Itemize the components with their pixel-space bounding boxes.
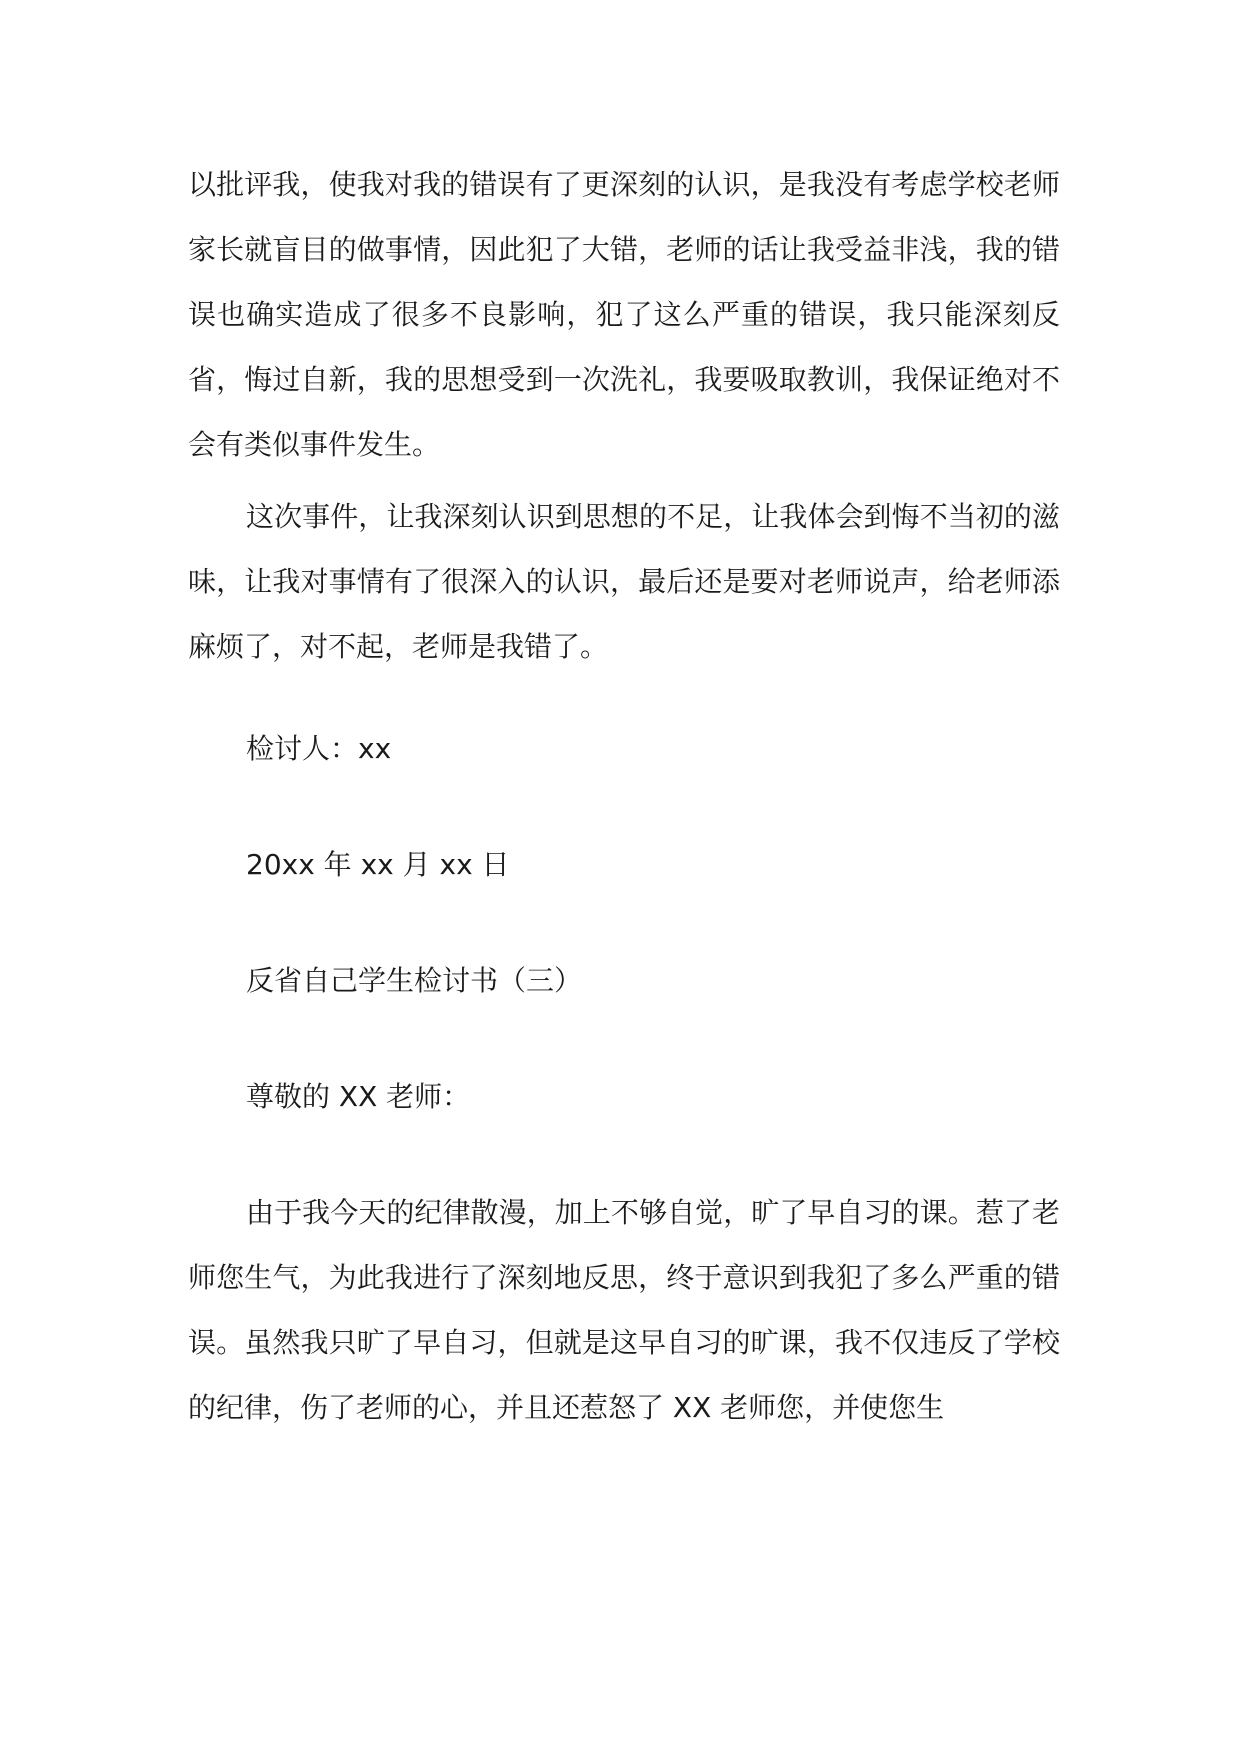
body-paragraph-2: 这次事件，让我深刻认识到思想的不足，让我体会到悔不当初的滋味，让我对事情有了很深入的认识，最后还是要对老师说声，给老师添麻烦了，对不起，老师是我错了。 [188, 500, 1060, 663]
salutation: 尊敬的 XX 老师： [246, 1080, 471, 1113]
section-title: 反省自己学生检讨书（三） [246, 964, 583, 997]
body-paragraph-1: 以批评我，使我对我的错误有了更深刻的认识，是我没有考虑学校老师家长就盲目的做事情，因此犯了大错，老师的话让我受益非浅，我的错误也确实造成了很多不良影响，犯了这么严重的错误，我只能深刻反省，悔过自新，我的思想受到一次洗礼，我要吸取教训，我保证绝对不会有类似事件发生。 [188, 168, 1060, 461]
signature-line: 检讨人：xx [246, 732, 392, 765]
body-paragraph-3: 由于我今天的纪律散漫，加上不够自觉，旷了早自习的课。惹了老师您生气，为此我进行了深刻地反思，终于意识到我犯了多么严重的错误。虽然我只旷了早自习，但就是这早自习的旷课，我不仅违反了学校的纪律，伤了老师的心，并且还惹怒了 XX 老师您，并使您生 [188, 1196, 1060, 1424]
date-line: 20xx 年 xx 月 xx 日 [246, 848, 510, 881]
